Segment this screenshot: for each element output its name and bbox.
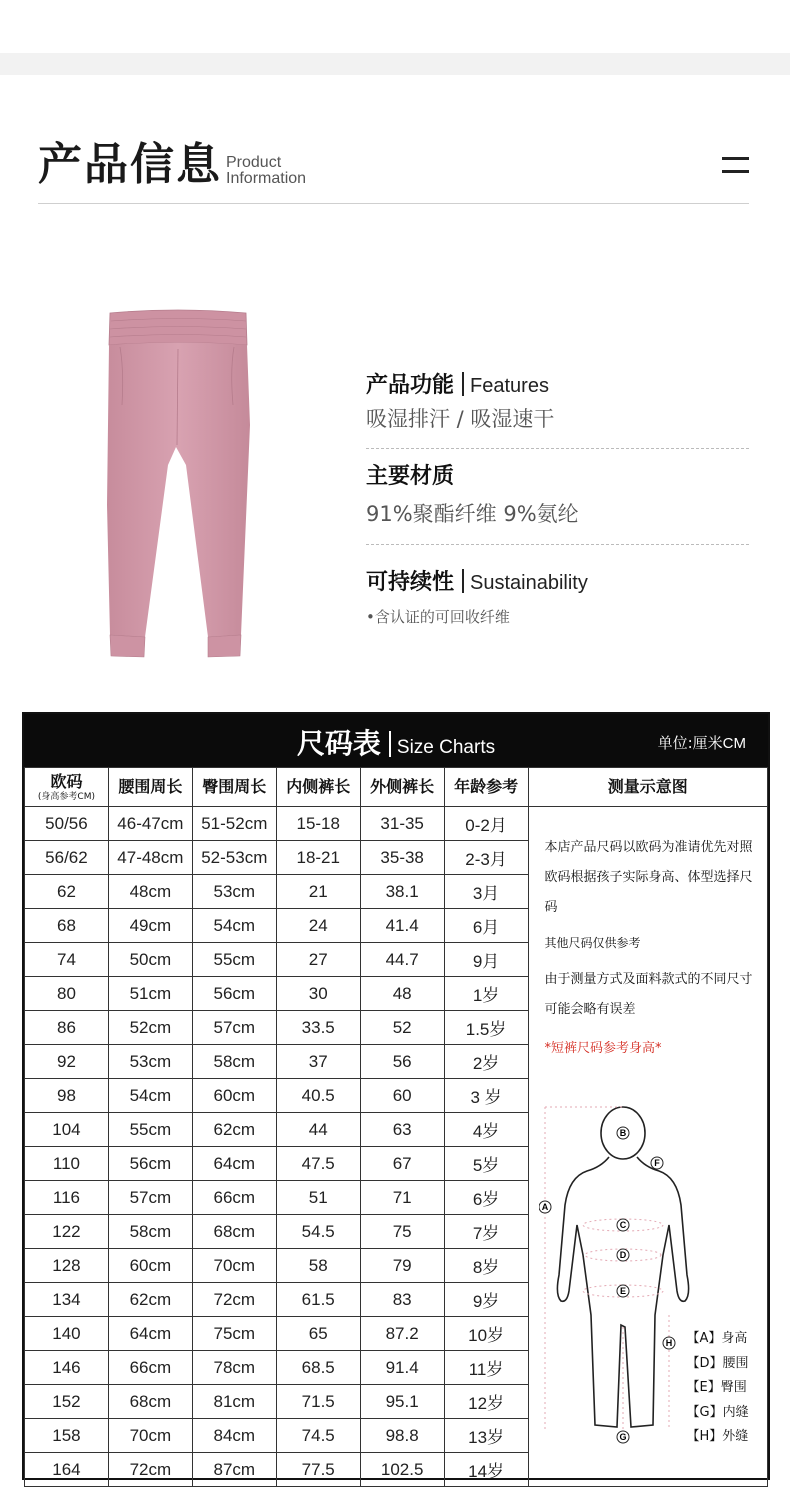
table-cell: 57cm	[108, 1181, 192, 1215]
table-cell: 11岁	[444, 1351, 528, 1385]
table-cell: 55cm	[108, 1113, 192, 1147]
table-cell: 1岁	[444, 977, 528, 1011]
legend-item: 【D】腰围	[686, 1355, 749, 1371]
table-cell: 35-38	[360, 841, 444, 875]
right-cuff	[208, 635, 241, 657]
table-cell: 74.5	[276, 1419, 360, 1453]
table-cell: 98.8	[360, 1419, 444, 1453]
left-cuff	[110, 635, 145, 657]
table-cell: 37	[276, 1045, 360, 1079]
table-cell: 0-2月	[444, 807, 528, 841]
table-cell: 51-52cm	[192, 807, 276, 841]
table-cell: 60cm	[108, 1249, 192, 1283]
menu-icon[interactable]	[722, 157, 749, 175]
col-outseam: 外侧裤长	[360, 768, 444, 807]
table-cell: 104	[25, 1113, 109, 1147]
material-title: 主要材质	[366, 464, 455, 489]
table-cell: 80	[25, 977, 109, 1011]
note-shorts: *短裤尺码参考身高*	[544, 1041, 662, 1056]
table-cell: 92	[25, 1045, 109, 1079]
legend-item: 【E】臀围	[686, 1380, 747, 1395]
table-cell: 8岁	[444, 1249, 528, 1283]
legend-item: 【G】内缝	[686, 1404, 749, 1420]
table-cell: 44.7	[360, 943, 444, 977]
table-cell: 58cm	[108, 1215, 192, 1249]
table-cell: 128	[25, 1249, 109, 1283]
feature-material	[366, 459, 579, 528]
table-cell: 83	[360, 1283, 444, 1317]
subtitle-line-1: Product	[226, 154, 282, 171]
table-cell: 98	[25, 1079, 109, 1113]
marker-b	[617, 1127, 629, 1139]
table-cell: 49cm	[108, 909, 192, 943]
table-cell: 38.1	[360, 875, 444, 909]
table-cell: 50/56	[25, 807, 109, 841]
col-diagram: 测量示意图	[528, 768, 767, 807]
marker-h	[663, 1337, 675, 1349]
divider	[366, 448, 749, 449]
table-cell: 91.4	[360, 1351, 444, 1385]
table-cell: 60	[360, 1079, 444, 1113]
marker-e	[617, 1285, 629, 1297]
table-cell: 56/62	[25, 841, 109, 875]
table-cell: 72cm	[192, 1283, 276, 1317]
table-cell: 86	[25, 1011, 109, 1045]
feature-sustainability	[366, 565, 588, 627]
table-cell: 84cm	[192, 1419, 276, 1453]
table-cell: 10岁	[444, 1317, 528, 1351]
table-cell: 68.5	[276, 1351, 360, 1385]
table-cell: 31-35	[360, 807, 444, 841]
sustain-title: 可持续性	[366, 570, 455, 595]
table-cell: 75cm	[192, 1317, 276, 1351]
table-cell: 68cm	[108, 1385, 192, 1419]
table-cell: 68	[25, 909, 109, 943]
marker-f	[651, 1157, 663, 1169]
table-cell: 71	[360, 1181, 444, 1215]
note-secondary: 其他尺码仅供参考	[544, 936, 641, 950]
svg-text:E: E	[619, 1286, 626, 1296]
marker-d	[617, 1249, 629, 1261]
table-cell: 75	[360, 1215, 444, 1249]
table-cell: 68cm	[192, 1215, 276, 1249]
function-title: 产品功能	[366, 373, 455, 398]
measurement-diagram-cell	[528, 807, 767, 1487]
legend-item: 【H】外缝	[686, 1429, 749, 1444]
table-cell: 134	[25, 1283, 109, 1317]
table-cell: 55cm	[192, 943, 276, 977]
sustain-note: •含认证的可回收纤维	[366, 608, 510, 626]
table-cell: 72cm	[108, 1453, 192, 1487]
table-cell: 158	[25, 1419, 109, 1453]
table-cell: 57cm	[192, 1011, 276, 1045]
top-band	[0, 53, 790, 75]
table-cell: 58cm	[192, 1045, 276, 1079]
table-cell: 1.5岁	[444, 1011, 528, 1045]
table-cell: 47-48cm	[108, 841, 192, 875]
col-hip: 臀围周长	[192, 768, 276, 807]
note-tolerance: 由于测量方式及面料款式的不同尺寸可能会略有误差	[544, 972, 753, 1017]
table-cell: 61.5	[276, 1283, 360, 1317]
size-table	[24, 767, 768, 1487]
table-cell: 48cm	[108, 875, 192, 909]
table-cell: 44	[276, 1113, 360, 1147]
table-cell: 53cm	[108, 1045, 192, 1079]
note-primary: 本店产品尺码以欧码为准请优先对照欧码根据孩子实际身高、体型选择尺码	[544, 840, 753, 915]
table-cell: 95.1	[360, 1385, 444, 1419]
table-cell: 164	[25, 1453, 109, 1487]
col-inseam: 内侧裤长	[276, 768, 360, 807]
table-cell: 63	[360, 1113, 444, 1147]
table-cell: 14岁	[444, 1453, 528, 1487]
table-cell: 30	[276, 977, 360, 1011]
table-cell: 70cm	[192, 1249, 276, 1283]
table-cell: 64cm	[108, 1317, 192, 1351]
table-cell: 6岁	[444, 1181, 528, 1215]
table-cell: 33.5	[276, 1011, 360, 1045]
size-chart-title: 尺码表	[296, 727, 381, 760]
table-cell: 54cm	[192, 909, 276, 943]
table-cell: 53cm	[192, 875, 276, 909]
table-cell: 48	[360, 977, 444, 1011]
table-cell: 122	[25, 1215, 109, 1249]
table-cell: 52	[360, 1011, 444, 1045]
col-age: 年龄参考	[444, 768, 528, 807]
table-cell: 54cm	[108, 1079, 192, 1113]
table-cell: 52-53cm	[192, 841, 276, 875]
table-cell: 9岁	[444, 1283, 528, 1317]
unit-label: 单位:厘米CM	[657, 734, 746, 752]
table-cell: 13岁	[444, 1419, 528, 1453]
table-cell: 51cm	[108, 977, 192, 1011]
table-cell: 54.5	[276, 1215, 360, 1249]
table-cell: 52cm	[108, 1011, 192, 1045]
svg-text:C: C	[619, 1220, 626, 1230]
table-cell: 110	[25, 1147, 109, 1181]
table-cell: 87.2	[360, 1317, 444, 1351]
table-cell: 81cm	[192, 1385, 276, 1419]
table-cell: 4岁	[444, 1113, 528, 1147]
table-cell: 5岁	[444, 1147, 528, 1181]
col-waist: 腰围周长	[108, 768, 192, 807]
svg-text:A: A	[541, 1202, 548, 1212]
section-title: 产品信息	[38, 139, 222, 190]
table-cell: 7岁	[444, 1215, 528, 1249]
table-cell: 50cm	[108, 943, 192, 977]
table-cell: 62	[25, 875, 109, 909]
legend-item: 【A】身高	[686, 1331, 748, 1346]
table-cell: 87cm	[192, 1453, 276, 1487]
svg-text:G: G	[619, 1432, 627, 1442]
table-cell: 56	[360, 1045, 444, 1079]
sustain-en: Sustainability	[470, 572, 588, 594]
table-cell: 65	[276, 1317, 360, 1351]
pants-body	[107, 343, 250, 638]
measurement-legend	[687, 1327, 749, 1450]
svg-text:D: D	[619, 1250, 626, 1260]
svg-text:F: F	[653, 1158, 660, 1168]
material-value: 91%聚酯纤维 9%氨纶	[366, 502, 579, 526]
table-cell: 18-21	[276, 841, 360, 875]
size-chart	[22, 712, 770, 1480]
size-notes	[545, 833, 755, 1056]
table-cell: 62cm	[192, 1113, 276, 1147]
table-cell: 140	[25, 1317, 109, 1351]
svg-text:H: H	[665, 1338, 672, 1348]
function-en: Features	[470, 375, 549, 397]
table-cell: 12岁	[444, 1385, 528, 1419]
table-cell: 15-18	[276, 807, 360, 841]
table-cell: 9月	[444, 943, 528, 977]
table-cell: 79	[360, 1249, 444, 1283]
table-cell: 56cm	[192, 977, 276, 1011]
divider	[366, 544, 749, 545]
feature-function	[366, 368, 554, 433]
table-cell: 116	[25, 1181, 109, 1215]
table-cell: 152	[25, 1385, 109, 1419]
header-divider	[38, 203, 749, 204]
table-cell: 77.5	[276, 1453, 360, 1487]
subtitle-line-2: Information	[226, 170, 307, 187]
size-chart-title-en: Size Charts	[396, 737, 496, 758]
col-eu-size: 欧码 (身高参考CM)	[25, 768, 109, 807]
table-cell: 41.4	[360, 909, 444, 943]
table-cell: 3 岁	[444, 1079, 528, 1113]
table-row	[25, 807, 768, 841]
table-cell: 6月	[444, 909, 528, 943]
table-cell: 64cm	[192, 1147, 276, 1181]
table-cell: 58	[276, 1249, 360, 1283]
table-cell: 2岁	[444, 1045, 528, 1079]
table-cell: 66cm	[108, 1351, 192, 1385]
table-cell: 74	[25, 943, 109, 977]
table-cell: 46-47cm	[108, 807, 192, 841]
function-value: 吸湿排汗 / 吸湿速干	[366, 407, 555, 431]
table-cell: 71.5	[276, 1385, 360, 1419]
table-cell: 146	[25, 1351, 109, 1385]
table-cell: 70cm	[108, 1419, 192, 1453]
table-cell: 24	[276, 909, 360, 943]
table-cell: 78cm	[192, 1351, 276, 1385]
table-cell: 56cm	[108, 1147, 192, 1181]
table-cell: 51	[276, 1181, 360, 1215]
marker-c	[617, 1219, 629, 1231]
product-image	[100, 305, 255, 665]
svg-text:B: B	[619, 1128, 626, 1138]
table-cell: 47.5	[276, 1147, 360, 1181]
section-subtitle	[226, 155, 306, 187]
table-cell: 21	[276, 875, 360, 909]
table-cell: 27	[276, 943, 360, 977]
table-cell: 40.5	[276, 1079, 360, 1113]
marker-g	[617, 1431, 629, 1443]
size-chart-header	[24, 714, 768, 767]
table-cell: 102.5	[360, 1453, 444, 1487]
table-cell: 67	[360, 1147, 444, 1181]
table-cell: 3月	[444, 875, 528, 909]
marker-a	[539, 1201, 551, 1213]
table-cell: 2-3月	[444, 841, 528, 875]
table-cell: 66cm	[192, 1181, 276, 1215]
table-cell: 62cm	[108, 1283, 192, 1317]
table-cell: 60cm	[192, 1079, 276, 1113]
